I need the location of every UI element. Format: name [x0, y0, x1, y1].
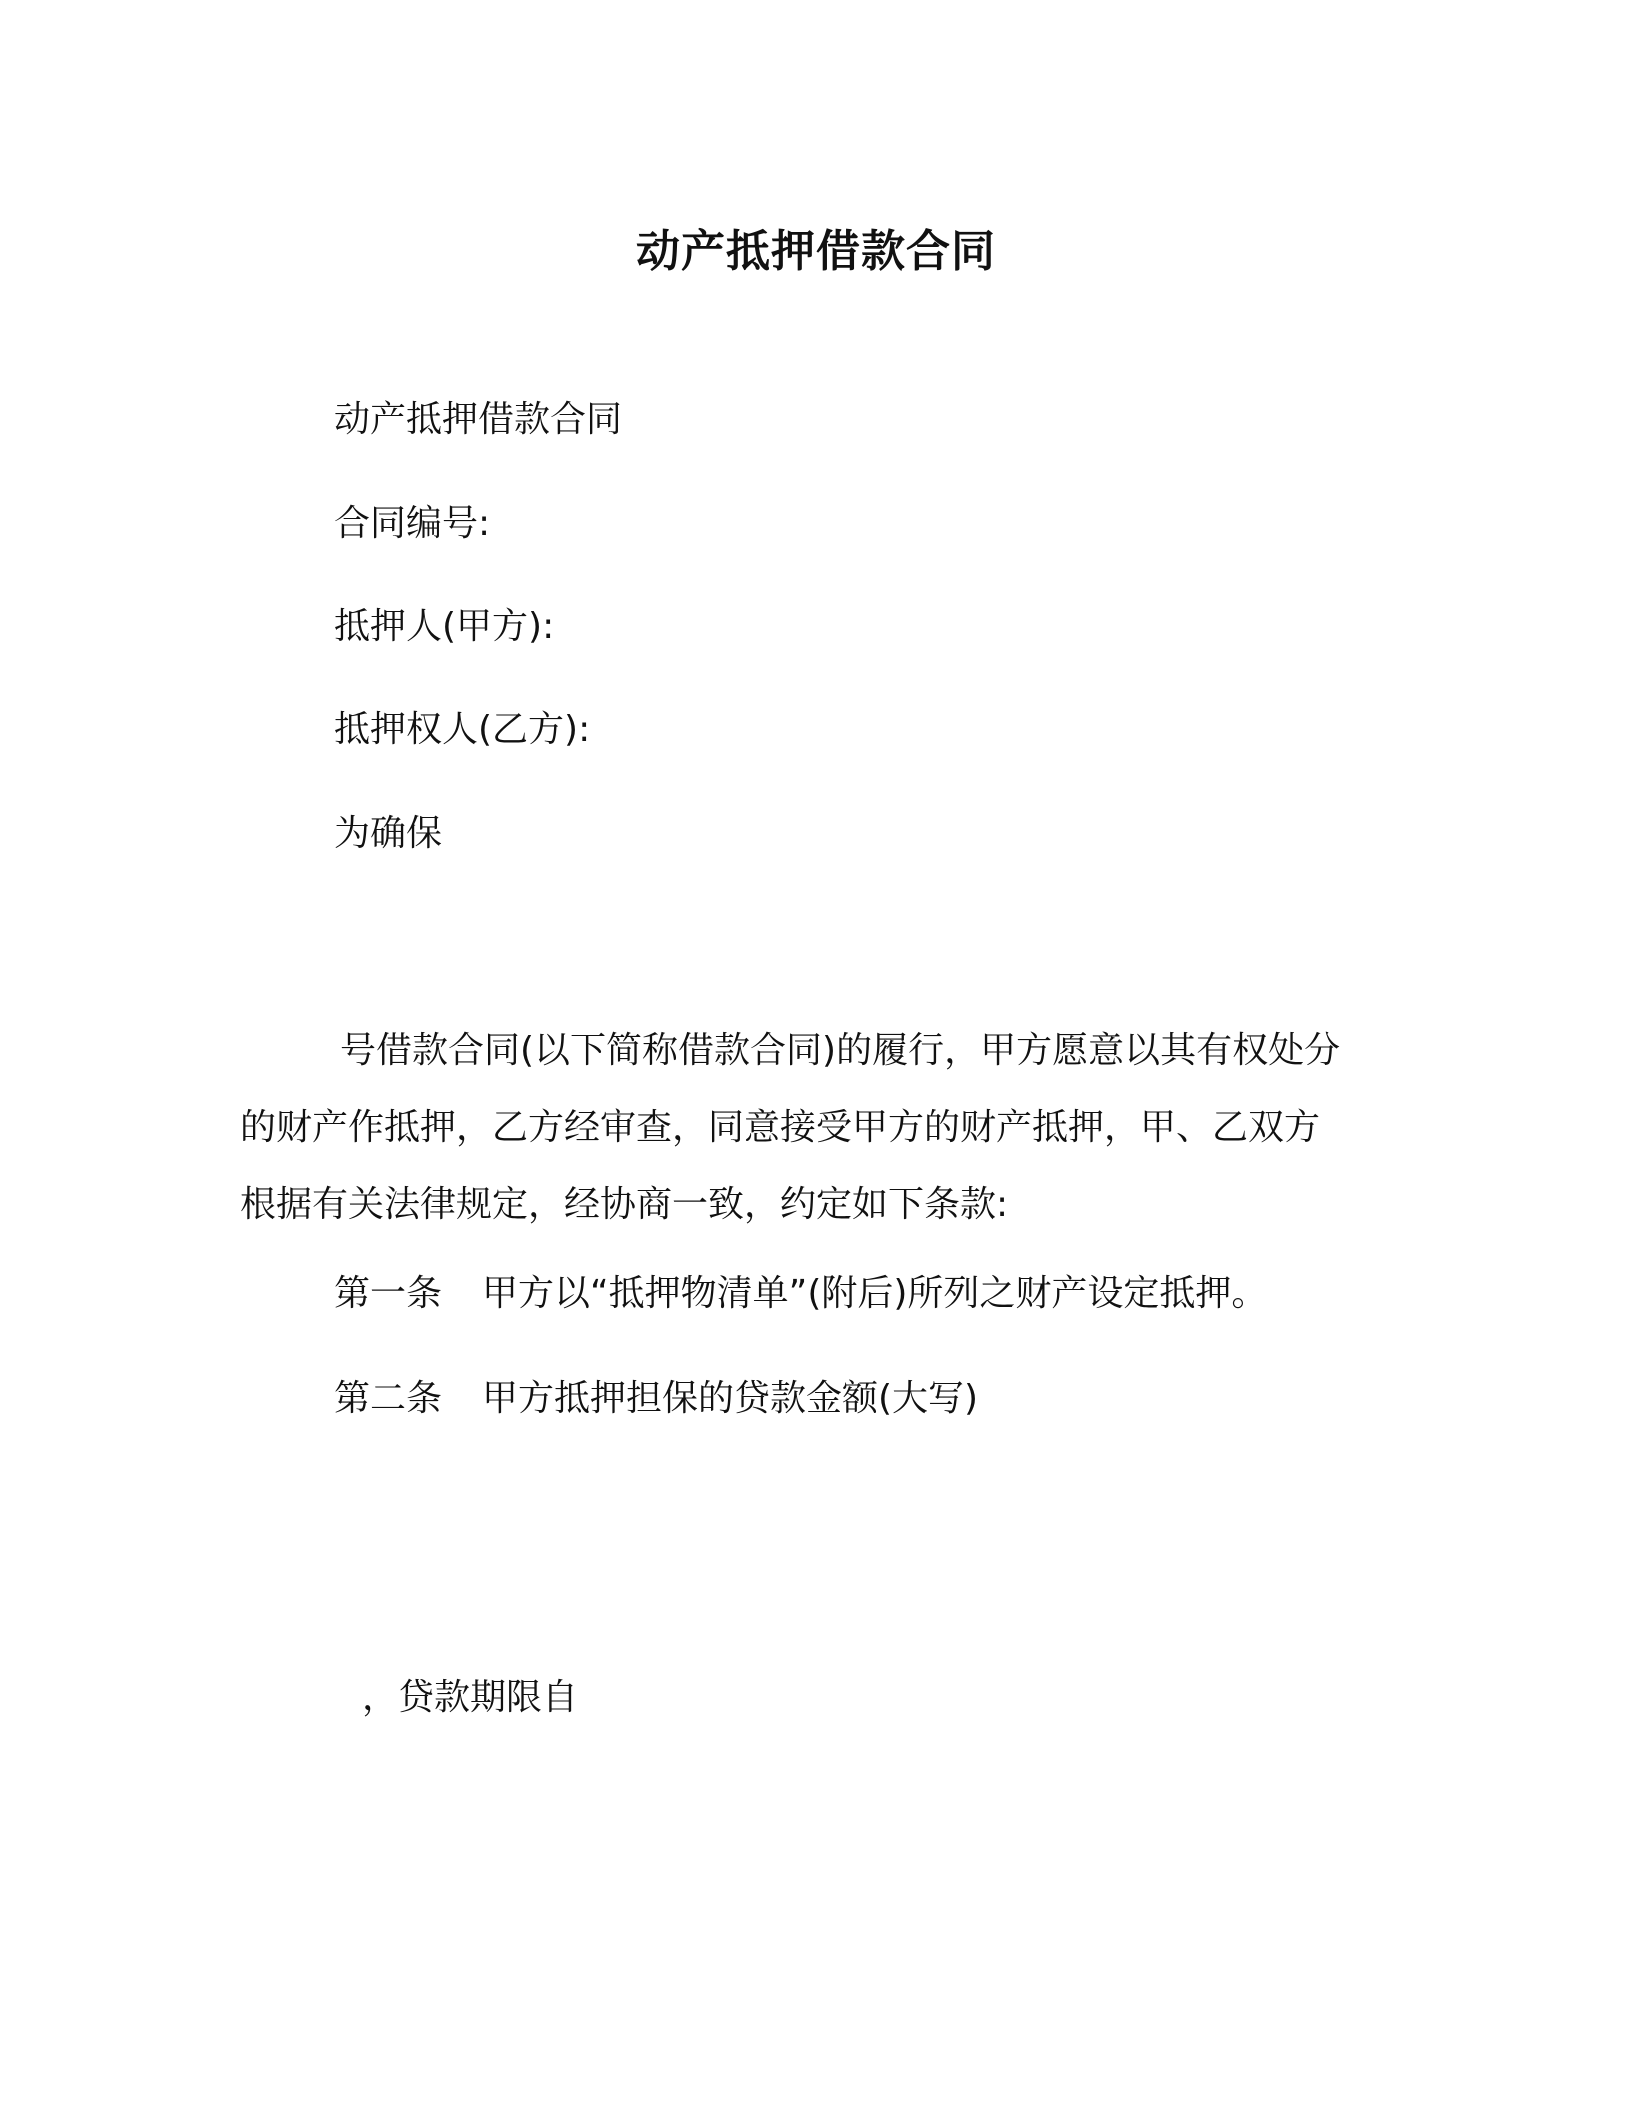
article-1-text: 甲方以“抵押物清单”(附后)所列之财产设定抵押。 [482, 1273, 1268, 1314]
article-1-label: 第一条 [334, 1273, 443, 1314]
mortgagee-label: 抵押权人(乙方): [334, 709, 591, 750]
article-2 [334, 1375, 978, 1423]
article-2-text: 甲方抵押担保的贷款金额(大写) [482, 1378, 979, 1419]
article-1 [334, 1270, 1267, 1318]
article-2-label: 第二条 [334, 1378, 443, 1419]
loan-term-text: ，贷款期限自 [362, 1677, 579, 1718]
intro-start: 为确保 [334, 813, 443, 854]
paragraph-line-2: 的财产作抵押，乙方经审查，同意接受甲方的财产抵押，甲、乙双方 [240, 1107, 1321, 1148]
paragraph-line-1: 号借款合同(以下简称借款合同)的履行，甲方愿意以其有权处分 [340, 1030, 1341, 1071]
paragraph-line-3: 根据有关法律规定，经协商一致，约定如下条款: [240, 1184, 1009, 1225]
contract-number-label: 合同编号: [334, 503, 491, 544]
contract-heading: 动产抵押借款合同 [334, 399, 623, 440]
intro-paragraph [240, 1012, 1390, 1243]
document-title: 动产抵押借款合同 [636, 226, 996, 277]
mortgagor-label: 抵押人(甲方): [334, 606, 555, 647]
